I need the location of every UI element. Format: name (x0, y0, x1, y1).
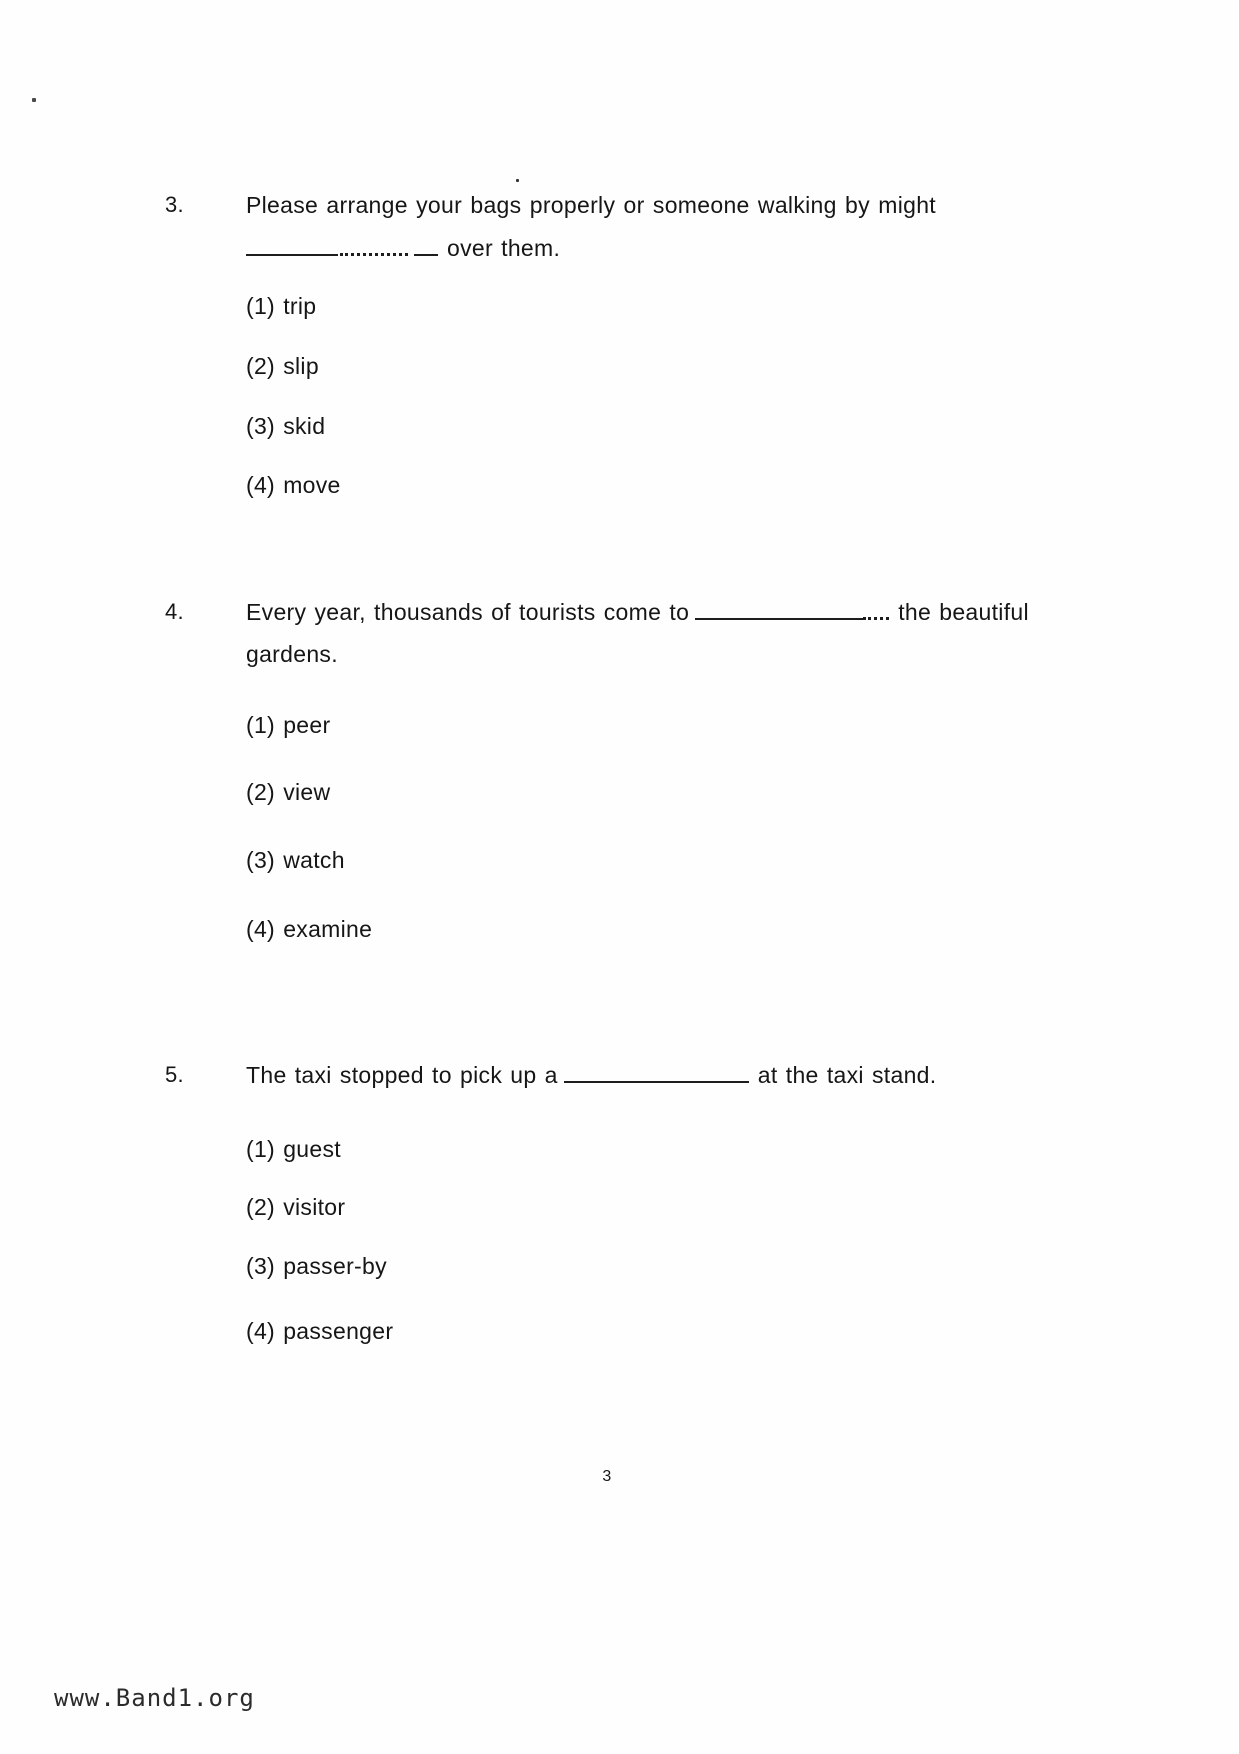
question-text-line-1 (246, 1062, 936, 1089)
option-3: (3) skid (246, 413, 326, 439)
question-text-line-1 (246, 599, 1029, 626)
question-text-after-blank: over them. (447, 235, 561, 261)
answer-blank-dots (340, 240, 408, 256)
question-text-line-2 (246, 235, 560, 262)
question-number: 4. (165, 599, 184, 624)
option-3: (3) passer-by (246, 1253, 387, 1279)
question-text-line-1: Please arrange your bags properly or someone walking by might (246, 192, 936, 218)
answer-blank-line (695, 604, 863, 620)
option-1: (1) trip (246, 293, 317, 319)
option-2: (2) slip (246, 353, 319, 379)
answer-blank-line (246, 240, 338, 256)
option-4: (4) examine (246, 916, 373, 942)
option-4: (4) passenger (246, 1318, 394, 1344)
question-text-line-2: gardens. (246, 641, 338, 667)
answer-blank-dash (414, 240, 438, 256)
answer-blank-dots (863, 604, 889, 620)
option-4: (4) move (246, 472, 341, 498)
option-1: (1) guest (246, 1136, 341, 1162)
option-2: (2) visitor (246, 1194, 346, 1220)
answer-blank-line (564, 1067, 749, 1083)
scan-artifact-dot (516, 179, 519, 182)
question-text-before-blank: The taxi stopped to pick up a (246, 1062, 558, 1088)
question-number: 3. (165, 192, 184, 217)
question-text-before-blank: Every year, thousands of tourists come to (246, 599, 690, 625)
scan-artifact-dot (32, 98, 36, 102)
footer-watermark-url: www.Band1.org (54, 1684, 255, 1712)
option-2: (2) view (246, 779, 331, 805)
option-3: (3) watch (246, 847, 345, 873)
page-number: 3 (602, 1468, 612, 1485)
question-text-after-blank: at the taxi stand. (757, 1062, 937, 1088)
question-text-after-blank: the beautiful (898, 599, 1029, 625)
question-number: 5. (165, 1062, 184, 1087)
option-1: (1) peer (246, 712, 331, 738)
